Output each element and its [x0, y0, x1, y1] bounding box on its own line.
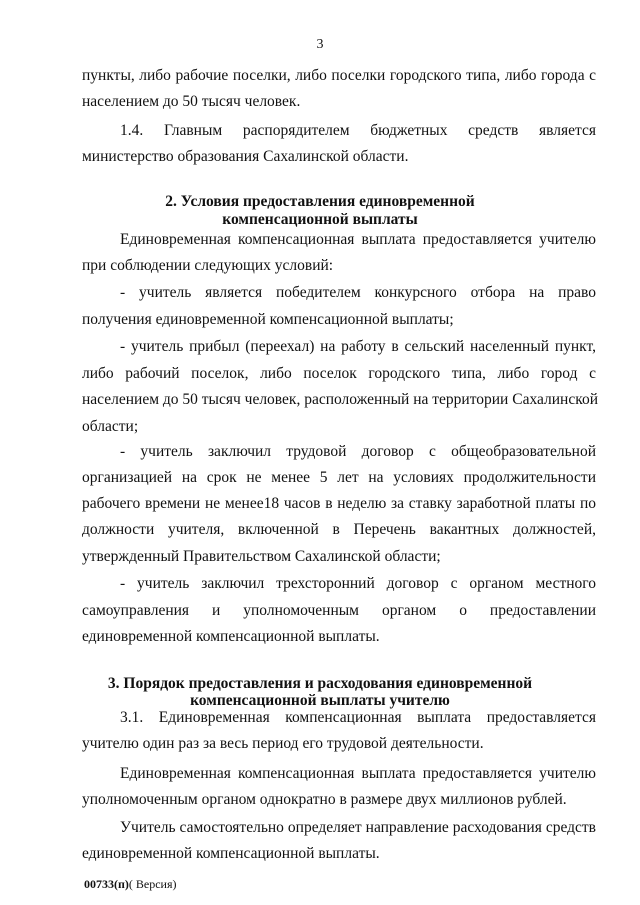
section-heading: 3. Порядок предоставления и расходования единовременной: [107, 675, 533, 692]
document-footer: [84, 877, 177, 892]
paragraph-line: единовременной компенсационной выплаты.: [82, 628, 380, 645]
paragraph-line: - учитель прибыл (переехал) на работу в сельский населенный пункт,: [120, 338, 596, 355]
paragraph-line: пункты, либо рабочие поселки, либо поселки городского типа, либо города с: [82, 67, 596, 84]
section-heading: 2. Условия предоставления единовременной: [165, 193, 475, 210]
paragraph-line: утвержденный Правительством Сахалинской области;: [82, 548, 441, 565]
section-heading: компенсационной выплаты: [222, 211, 418, 228]
paragraph-line: населением до 50 тысяч человек.: [82, 93, 301, 110]
paragraph-line: - учитель заключил трудовой договор с общеобразовательной: [120, 443, 596, 460]
paragraph-line: - учитель заключил трехсторонний договор с органом местного: [120, 575, 596, 592]
section-heading: компенсационной выплаты учителю: [190, 692, 450, 709]
paragraph-line: 3.1. Единовременная компенсационная выплата предоставляется: [120, 709, 596, 726]
document-code: 00733(п): [84, 877, 129, 891]
paragraph-line: организацией на срок не менее 5 лет на условиях продолжительности: [82, 469, 596, 486]
paragraph-line: Единовременная компенсационная выплата предоставляется учителю: [120, 231, 596, 248]
paragraph-line: Единовременная компенсационная выплата предоставляется учителю: [120, 765, 596, 782]
document-version: ( Версия): [128, 877, 177, 891]
paragraph-line: единовременной компенсационной выплаты.: [82, 845, 380, 862]
paragraph-line: должности учителя, включенной в Перечень вакантных должностей,: [82, 521, 596, 538]
paragraph-line: Учитель самостоятельно определяет направление расходования средств: [120, 819, 596, 836]
paragraph-line: 1.4. Главным распорядителем бюджетных средств является: [120, 122, 596, 139]
paragraph-line: - учитель является победителем конкурсного отбора на право: [120, 284, 596, 301]
paragraph-line: области;: [82, 418, 139, 435]
paragraph-line: получения единовременной компенсационной выплаты;: [82, 311, 454, 328]
paragraph-line: учителю один раз за весь период его трудовой деятельности.: [82, 735, 484, 752]
paragraph-line: рабочего времени не менее18 часов в неделю за ставку заработной платы по: [82, 495, 596, 512]
paragraph-line: уполномоченным органом однократно в размере двух миллионов рублей.: [82, 791, 567, 808]
paragraph-line: населением до 50 тысяч человек, расположенный на территории Сахалинской: [82, 391, 599, 408]
page-number: 3: [316, 37, 324, 52]
paragraph-line: либо рабочий поселок, либо поселок городского типа, либо город с: [82, 365, 596, 382]
paragraph-line: самоуправления и уполномоченным органом о предоставлении: [82, 602, 596, 619]
paragraph-line: при соблюдении следующих условий:: [82, 257, 334, 274]
paragraph-line: министерство образования Сахалинской области.: [82, 148, 409, 165]
